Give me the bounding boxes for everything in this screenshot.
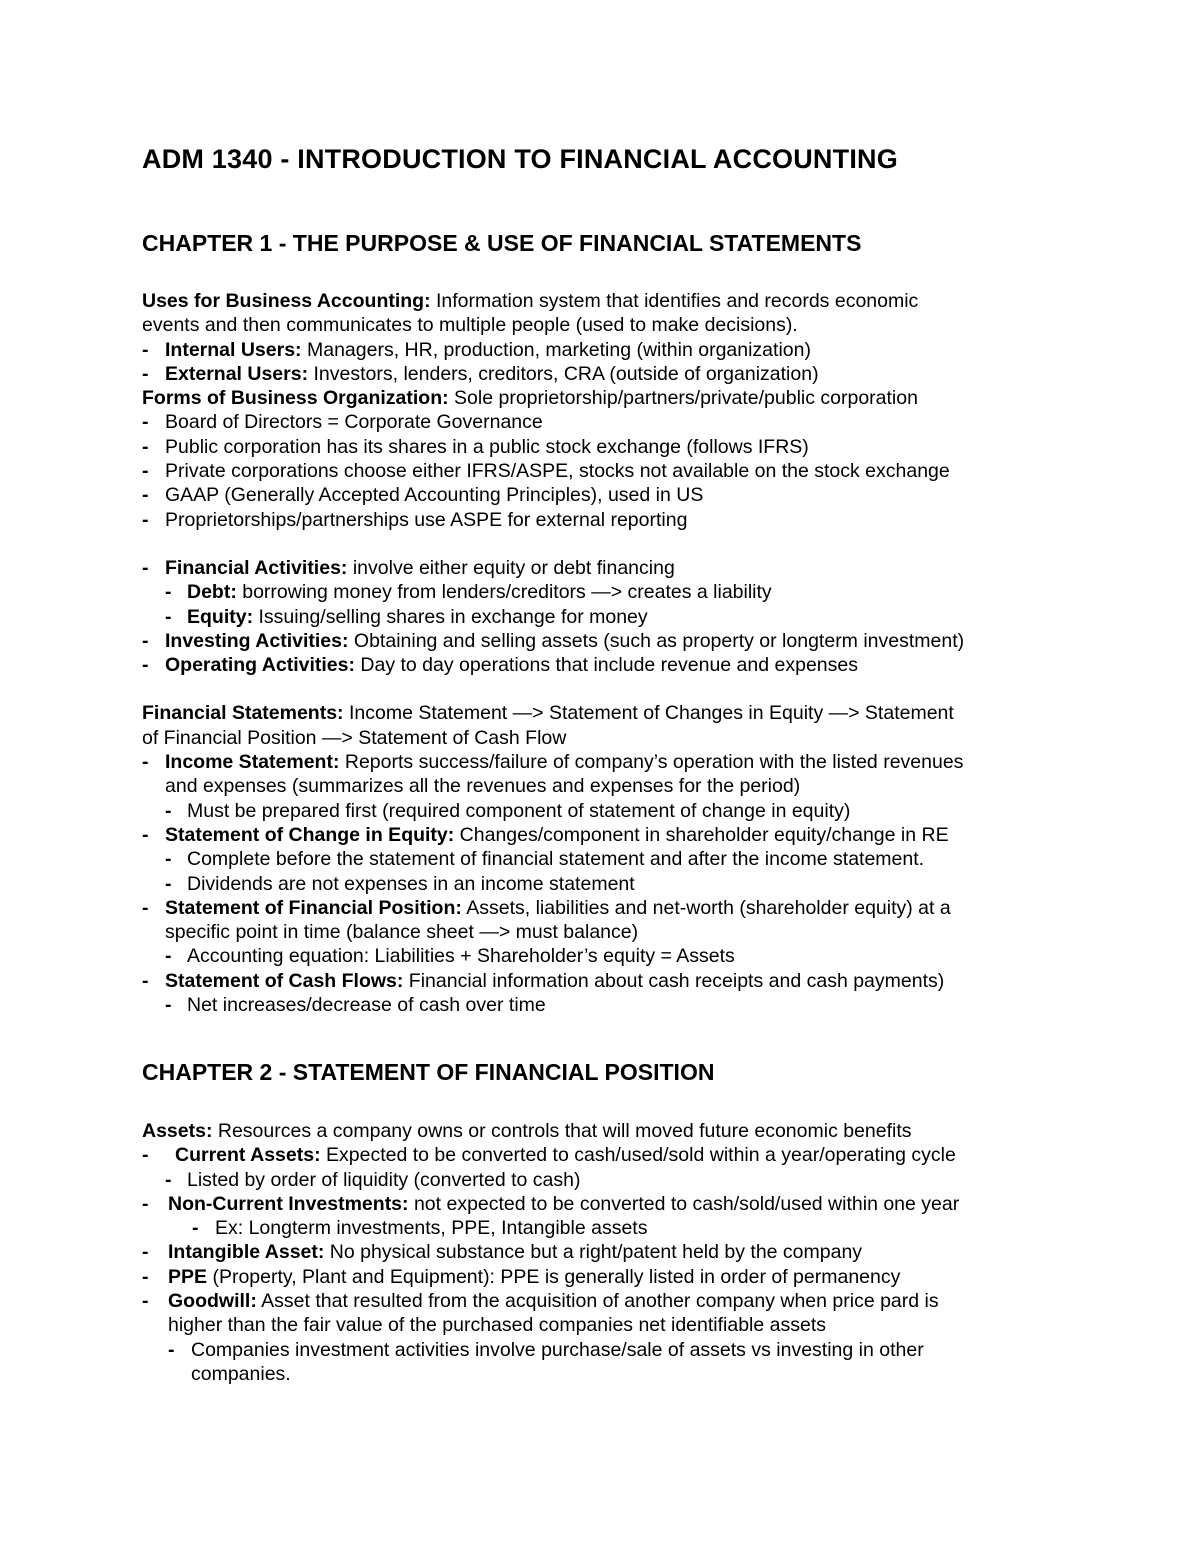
chapter-1-heading: CHAPTER 1 - THE PURPOSE & USE OF FINANCIAL STATEMENTS [142, 230, 862, 256]
list-item [142, 508, 1072, 532]
bullet-dash: - [142, 338, 149, 361]
list-item [142, 435, 1072, 459]
list-item-text: Dividends are not expenses in an income statement [187, 872, 635, 895]
equity-text: Issuing/selling shares in exchange for money [253, 605, 648, 628]
bullet-dash: - [142, 1241, 149, 1264]
list-item-debt [142, 580, 1072, 604]
list-item-goodwill [142, 1289, 1072, 1313]
assets-text: Resources a company owns or controls that will moved future economic benefits [212, 1120, 912, 1142]
uses-label: Uses for Business Accounting: [142, 290, 431, 312]
financial-statements-text: Income Statement —> Statement of Changes in Equity —> Statement [343, 702, 954, 725]
intangible-asset-text: No physical substance but a right/patent held by the company [324, 1241, 863, 1264]
document-title: ADM 1340 - INTRODUCTION TO FINANCIAL ACCOUNTING [142, 144, 898, 174]
spacer [142, 532, 1072, 556]
statement-cash-flows-label: Statement of Cash Flows: [165, 969, 404, 992]
list-item [142, 1338, 1072, 1362]
list-item-text: Board of Directors = Corporate Governance [165, 411, 543, 434]
list-item [142, 483, 1072, 507]
list-item-text: GAAP (Generally Accepted Accounting Principles), used in US [165, 484, 704, 507]
list-item-non-current-investments [142, 1192, 1072, 1216]
list-item-income-statement [142, 750, 1072, 774]
bullet-dash: - [165, 872, 172, 895]
bullet-dash: - [142, 823, 149, 846]
forms-paragraph [142, 386, 1072, 410]
bullet-dash: - [165, 1168, 172, 1191]
operating-activities-text: Day to day operations that include revenue and expenses [354, 654, 858, 677]
list-item [142, 410, 1072, 434]
uses-text: Information system that identifies and records economic [430, 290, 919, 312]
chapter-2-body [142, 1119, 1072, 1386]
goodwill-text-cont: higher than the fair value of the purchased companies net identifiable assets [168, 1314, 827, 1337]
bullet-dash: - [142, 508, 149, 531]
external-users-label: External Users: [165, 362, 309, 385]
bullet-dash: - [142, 460, 149, 483]
intangible-asset-label: Intangible Asset: [168, 1241, 325, 1264]
bullet-dash: - [142, 411, 149, 434]
financial-activities-label: Financial Activities: [165, 556, 348, 579]
statement-financial-position-text: Assets, liabilities and net-worth (shareholder equity) at a [461, 896, 951, 919]
income-statement-label: Income Statement: [165, 751, 340, 774]
list-item-text: Ex: Longterm investments, PPE, Intangible assets [215, 1217, 648, 1240]
statement-change-equity-label: Statement of Change in Equity: [165, 823, 455, 846]
bullet-dash: - [165, 994, 172, 1017]
list-item-text: Listed by order of liquidity (converted to cash) [187, 1168, 581, 1191]
goodwill-label: Goodwill: [168, 1290, 257, 1313]
bullet-dash: - [142, 435, 149, 458]
list-item-external-users [142, 362, 1072, 386]
list-item-text: Net increases/decrease of cash over time [187, 994, 546, 1017]
bullet-dash: - [142, 1265, 149, 1288]
investing-activities-text: Obtaining and selling assets (such as property or longterm investment) [348, 629, 965, 652]
bullet-dash: - [165, 799, 172, 822]
list-item-text-cont: companies. [191, 1362, 291, 1385]
bullet-dash: - [142, 1144, 149, 1167]
forms-label: Forms of Business Organization: [142, 387, 449, 410]
chapter-2-heading: CHAPTER 2 - STATEMENT OF FINANCIAL POSITION [142, 1059, 715, 1085]
internal-users-text: Managers, HR, production, marketing (within organization) [301, 338, 811, 361]
operating-activities-label: Operating Activities: [165, 654, 355, 677]
debt-label: Debt: [187, 581, 237, 604]
list-item-statement-cash-flows [142, 969, 1072, 993]
goodwill-text: Asset that resulted from the acquisition of another company when price pard is [256, 1290, 939, 1313]
forms-text: Sole proprietorship/partners/private/public corporation [448, 387, 918, 410]
bullet-dash: - [142, 1290, 149, 1313]
list-item-text: Must be prepared first (required component of statement of change in equity) [187, 799, 851, 822]
list-item-text: Complete before the statement of financial statement and after the income statement. [187, 848, 925, 871]
list-item [142, 993, 1072, 1017]
ppe-label: PPE [168, 1265, 208, 1288]
non-current-investments-text: not expected to be converted to cash/sold/used within one year [408, 1192, 960, 1215]
list-item [142, 872, 1072, 896]
bullet-dash: - [192, 1217, 199, 1240]
bullet-dash: - [165, 581, 172, 604]
list-item-text: Private corporations choose either IFRS/ASPE, stocks not available on the stock exchange [165, 460, 950, 483]
list-item-investing-activities [142, 629, 1072, 653]
list-item-equity [142, 605, 1072, 629]
statement-cash-flows-text: Financial information about cash receipts and cash payments) [403, 969, 945, 992]
list-item [142, 1216, 1072, 1240]
statement-financial-position-label: Statement of Financial Position: [165, 896, 462, 919]
bullet-dash: - [142, 362, 149, 385]
uses-paragraph [142, 289, 1072, 313]
income-statement-text: Reports success/failure of company’s operation with the listed revenues [339, 751, 964, 774]
current-assets-label: Current Assets: [175, 1144, 321, 1167]
uses-paragraph-cont: events and then communicates to multiple people (used to make decisions). [142, 314, 798, 337]
financial-activities-text: involve either equity or debt financing [347, 556, 675, 579]
non-current-investments-label: Non-Current Investments: [168, 1192, 409, 1215]
ppe-text: (Property, Plant and Equipment): PPE is generally listed in order of permanency [207, 1265, 901, 1288]
internal-users-label: Internal Users: [165, 338, 302, 361]
statement-change-equity-text: Changes/component in shareholder equity/change in RE [454, 823, 949, 846]
financial-statements-paragraph-cont: of Financial Position —> Statement of Cash Flow [142, 726, 567, 749]
list-item-internal-users [142, 338, 1072, 362]
external-users-text: Investors, lenders, creditors, CRA (outside of organization) [308, 362, 819, 385]
list-item-operating-activities [142, 653, 1072, 677]
list-item [142, 799, 1072, 823]
bullet-dash: - [142, 751, 149, 774]
financial-statements-label: Financial Statements: [142, 702, 344, 725]
list-item-statement-change-equity [142, 823, 1072, 847]
list-item-text: Public corporation has its shares in a public stock exchange (follows IFRS) [165, 435, 809, 458]
list-item-current-assets [142, 1143, 1072, 1167]
list-item [142, 459, 1072, 483]
debt-text: borrowing money from lenders/creditors —> creates a liability [236, 581, 772, 604]
bullet-dash: - [165, 848, 172, 871]
chapter-1-body [142, 289, 1072, 1017]
list-item-text: Accounting equation: Liabilities + Shareholder’s equity = Assets [187, 945, 735, 968]
list-item-statement-financial-position [142, 896, 1072, 920]
current-assets-text: Expected to be converted to cash/used/sold within a year/operating cycle [320, 1144, 956, 1167]
financial-statements-paragraph [142, 701, 1072, 725]
list-item-text: Companies investment activities involve purchase/sale of assets vs investing in other [191, 1338, 924, 1361]
investing-activities-label: Investing Activities: [165, 629, 349, 652]
bullet-dash: - [142, 629, 149, 652]
bullet-dash: - [165, 945, 172, 968]
spacer [142, 677, 1072, 701]
list-item [142, 847, 1072, 871]
bullet-dash: - [142, 1192, 149, 1215]
bullet-dash: - [142, 654, 149, 677]
list-item [142, 1168, 1072, 1192]
list-item-intangible-asset [142, 1240, 1072, 1264]
bullet-dash: - [142, 896, 149, 919]
bullet-dash: - [142, 484, 149, 507]
bullet-dash: - [142, 556, 149, 579]
assets-label: Assets: [142, 1120, 213, 1142]
income-statement-text-cont: and expenses (summarizes all the revenues and expenses for the period) [165, 775, 801, 798]
equity-label: Equity: [187, 605, 254, 628]
list-item-text: Proprietorships/partnerships use ASPE for external reporting [165, 508, 688, 531]
bullet-dash: - [165, 605, 172, 628]
list-item-financial-activities [142, 556, 1072, 580]
list-item [142, 944, 1072, 968]
list-item-ppe [142, 1265, 1072, 1289]
statement-financial-position-text-cont: specific point in time (balance sheet —> must balance) [165, 921, 639, 944]
assets-paragraph [142, 1119, 1072, 1143]
bullet-dash: - [142, 969, 149, 992]
bullet-dash: - [168, 1338, 175, 1361]
